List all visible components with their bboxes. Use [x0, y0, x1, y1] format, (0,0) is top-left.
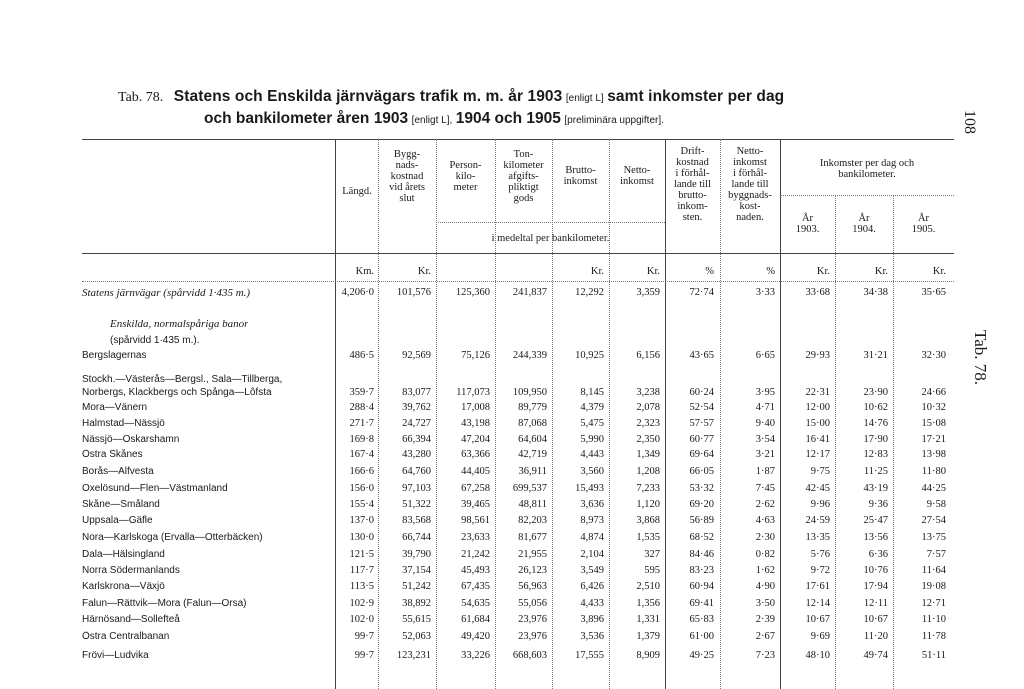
table-cell: 83·23 [689, 565, 714, 576]
title-text-1: Statens och Enskilda järnvägars trafik m. m. år 1903 [173, 88, 563, 105]
table-cell: 7·23 [755, 650, 775, 661]
unit-label: Kr. [417, 266, 431, 277]
table-cell: 1,331 [636, 614, 660, 625]
table-cell: 11·64 [921, 565, 946, 576]
table-cell: 1,349 [636, 449, 660, 460]
table-cell: 49·25 [689, 650, 714, 661]
title-note-1: [enligt L] [565, 93, 604, 104]
table-cell: 13·75 [921, 532, 946, 543]
unit-label: Kr. [816, 266, 830, 277]
header-subrule [436, 222, 665, 223]
table-cell: 14·76 [863, 418, 888, 429]
table-cell: 48·10 [805, 650, 830, 661]
table-cell: 3,549 [580, 565, 604, 576]
table-cell: 23,976 [518, 631, 547, 642]
row-name: Bergslagernas [82, 350, 147, 361]
table-cell: 82,203 [518, 515, 547, 526]
side-table-label: Tab. 78. [971, 330, 990, 385]
table-cell: 24,727 [402, 418, 431, 429]
header-gross-income: Brutto- inkomst [563, 165, 598, 187]
header-net-income: Netto- inkomst [620, 165, 654, 187]
unit-label: % [705, 266, 714, 277]
table-cell: 83,077 [402, 387, 431, 398]
table-cell: 12·11 [863, 598, 888, 609]
table-cell: 4·63 [755, 515, 775, 526]
table-cell: 38,892 [402, 598, 431, 609]
table-cell: 4·71 [755, 402, 775, 413]
header-average-note: i medeltal per bankilometer. [491, 233, 610, 244]
row-name: Nora—Karlskoga (Ervalla—Otterbäcken) [82, 532, 263, 543]
unit-label: Kr. [932, 266, 946, 277]
row-name: Härnösand—Sollefteå [82, 614, 180, 625]
table-cell: 1,208 [636, 466, 660, 477]
title-text-2a: och bankilometer åren 1903 [204, 110, 409, 127]
table-cell: 64,604 [518, 434, 547, 445]
table-cell: 0·82 [755, 549, 775, 560]
table-cell: 8,973 [580, 515, 604, 526]
table-cell: 10·67 [863, 614, 888, 625]
table-top-rule [82, 139, 954, 140]
row-name: Oxelösund—Flen—Västmanland [82, 483, 228, 494]
table-cell: 13·98 [921, 449, 946, 460]
table-cell: 33·68 [805, 287, 830, 298]
table-cell: 36,911 [518, 466, 547, 477]
table-cell: 2·39 [755, 614, 775, 625]
table-cell: 12·00 [805, 402, 830, 413]
row-name: Falun—Rättvik—Mora (Falun—Orsa) [82, 598, 247, 609]
table-cell: 6,426 [580, 581, 604, 592]
unit-label: % [766, 266, 775, 277]
table-cell: 2·30 [755, 532, 775, 543]
table-cell: 327 [644, 549, 660, 560]
table-cell: 3·33 [755, 287, 775, 298]
table-cell: 11·20 [863, 631, 888, 642]
table-cell: 43,280 [402, 449, 431, 460]
table-cell: 66·05 [689, 466, 714, 477]
table-cell: 5·76 [810, 549, 830, 560]
unit-label: Km. [355, 266, 374, 277]
table-cell: 17·21 [921, 434, 946, 445]
table-cell: 10,925 [575, 350, 604, 361]
row-name: Norra Södermanlands [82, 565, 180, 576]
table-cell: 63,366 [461, 449, 490, 460]
table-cell: 24·66 [921, 387, 946, 398]
table-cell: 69·41 [689, 598, 714, 609]
table-cell: 11·25 [863, 466, 888, 477]
table-cell: 23·90 [863, 387, 888, 398]
table-cell: 3·95 [755, 387, 775, 398]
header-year-1905: År 1905. [911, 213, 936, 235]
table-cell: 39,762 [402, 402, 431, 413]
table-cell: 68·52 [689, 532, 714, 543]
table-cell: 66,744 [402, 532, 431, 543]
table-cell: 9·96 [810, 499, 830, 510]
header-length: Längd. [342, 186, 372, 197]
title-text-2b: 1904 och 1905 [455, 110, 561, 127]
table-cell: 60·94 [689, 581, 714, 592]
table-cell: 65·83 [689, 614, 714, 625]
table-cell: 117,073 [456, 387, 490, 398]
table-cell: 12·71 [921, 598, 946, 609]
table-cell: 101,576 [396, 287, 431, 298]
table-cell: 109,950 [512, 387, 547, 398]
table-cell: 15·08 [921, 418, 946, 429]
table-cell: 9·40 [755, 418, 775, 429]
title-note-2: [enligt L], [411, 115, 453, 126]
units-rule [82, 281, 954, 282]
table-cell: 9·36 [868, 499, 888, 510]
header-subrule [780, 195, 954, 196]
table-cell: 3·50 [755, 598, 775, 609]
table-cell: 23,633 [461, 532, 490, 543]
table-cell: 21,242 [461, 549, 490, 560]
table-cell: 11·80 [921, 466, 946, 477]
table-cell: 23,976 [518, 614, 547, 625]
table-cell: 169·8 [349, 434, 374, 445]
table-cell: 2,104 [580, 549, 604, 560]
unit-label: Kr. [874, 266, 888, 277]
table-cell: 271·7 [349, 418, 374, 429]
table-cell: 9·72 [810, 565, 830, 576]
row-name: Norbergs, Klackbergs och Spånga—Lôfsta [82, 387, 272, 398]
table-cell: 54,635 [461, 598, 490, 609]
table-cell: 92,569 [402, 350, 431, 361]
table-cell: 3,238 [636, 387, 660, 398]
table-cell: 52,063 [402, 631, 431, 642]
table-cell: 27·54 [921, 515, 946, 526]
table-cell: 67,258 [461, 483, 490, 494]
table-cell: 39,465 [461, 499, 490, 510]
table-cell: 4·90 [755, 581, 775, 592]
table-cell: 35·65 [921, 287, 946, 298]
table-cell: 12·14 [805, 598, 830, 609]
table-cell: 4,874 [580, 532, 604, 543]
header-person-km: Person- kilo- meter [449, 160, 482, 193]
header-year-1903: År 1903. [795, 213, 820, 235]
table-cell: 97,103 [402, 483, 431, 494]
title-note-3: [preliminära uppgifter]. [564, 115, 664, 126]
table-cell: 57·57 [689, 418, 714, 429]
table-cell: 4,206·0 [341, 287, 374, 298]
table-cell: 668,603 [512, 650, 547, 661]
table-cell: 121·5 [349, 549, 374, 560]
header-net-income-ratio: Netto- inkomst i förhål- lande till byggnads- kost- naden. [728, 146, 772, 223]
table-cell: 17,555 [575, 650, 604, 661]
table-cell: 51,322 [402, 499, 431, 510]
table-cell: 81,677 [518, 532, 547, 543]
table-cell: 7·57 [926, 549, 946, 560]
table-cell: 34·38 [863, 287, 888, 298]
table-cell: 24·59 [805, 515, 830, 526]
table-cell: 33,226 [461, 650, 490, 661]
table-cell: 3,560 [580, 466, 604, 477]
table-cell: 19·08 [921, 581, 946, 592]
table-cell: 45,493 [461, 565, 490, 576]
table-cell: 99·7 [354, 650, 374, 661]
table-cell: 37,154 [402, 565, 431, 576]
table-cell: 9·75 [810, 466, 830, 477]
table-cell: 10·67 [805, 614, 830, 625]
row-name: Halmstad—Nässjö [82, 418, 165, 429]
row-name: Statens järnvägar (spårvidd 1·435 m.) [82, 287, 251, 299]
table-cell: 64,760 [402, 466, 431, 477]
table-cell: 44,405 [461, 466, 490, 477]
table-cell: 43·19 [863, 483, 888, 494]
table-cell: 56·89 [689, 515, 714, 526]
row-name: Dala—Hälsingland [82, 549, 165, 560]
table-cell: 49·74 [863, 650, 888, 661]
table-cell: 42,719 [518, 449, 547, 460]
header-build-cost: Bygg- nads- kostnad vid årets slut [389, 149, 425, 204]
table-cell: 2·62 [755, 499, 775, 510]
table-cell: 13·35 [805, 532, 830, 543]
table-cell: 117·7 [349, 565, 374, 576]
row-name: Enskilda, normalspåriga banor [110, 318, 249, 330]
table-cell: 55,615 [402, 614, 431, 625]
table-cell: 69·64 [689, 449, 714, 460]
table-cell: 32·30 [921, 350, 946, 361]
table-cell: 1·87 [755, 466, 775, 477]
table-cell: 486·5 [349, 350, 374, 361]
row-name: Nässjö—Oskarshamn [82, 434, 180, 445]
table-cell: 3,896 [580, 614, 604, 625]
table-cell: 25·47 [863, 515, 888, 526]
row-name: Uppsala—Gäfle [82, 515, 153, 526]
table-cell: 359·7 [349, 387, 374, 398]
table-cell: 83,568 [402, 515, 431, 526]
table-cell: 61·00 [689, 631, 714, 642]
table-cell: 66,394 [402, 434, 431, 445]
table-cell: 5,475 [580, 418, 604, 429]
table-cell: 67,435 [461, 581, 490, 592]
table-cell: 2,323 [636, 418, 660, 429]
table-cell: 22·31 [805, 387, 830, 398]
table-cell: 137·0 [349, 515, 374, 526]
table-cell: 6·36 [868, 549, 888, 560]
table-cell: 244,339 [512, 350, 547, 361]
table-cell: 166·6 [349, 466, 374, 477]
table-cell: 3,359 [636, 287, 660, 298]
table-cell: 15·00 [805, 418, 830, 429]
table-cell: 15,493 [575, 483, 604, 494]
table-cell: 29·93 [805, 350, 830, 361]
table-cell: 43·65 [689, 350, 714, 361]
table-cell: 53·32 [689, 483, 714, 494]
table-cell: 55,056 [518, 598, 547, 609]
table-cell: 288·4 [349, 402, 374, 413]
header-year-1904: År 1904. [852, 213, 876, 235]
table-cell: 9·69 [810, 631, 830, 642]
table-cell: 130·0 [349, 532, 374, 543]
table-cell: 2·67 [755, 631, 775, 642]
header-bottom-rule [82, 253, 954, 254]
table-cell: 16·41 [805, 434, 830, 445]
table-cell: 84·46 [689, 549, 714, 560]
table-cell: 241,837 [512, 287, 547, 298]
table-cell: 6·65 [755, 350, 775, 361]
table-cell: 47,204 [461, 434, 490, 445]
table-cell: 61,684 [461, 614, 490, 625]
table-cell: 156·0 [349, 483, 374, 494]
table-cell: 31·21 [863, 350, 888, 361]
table-cell: 1,379 [636, 631, 660, 642]
table-cell: 4,443 [580, 449, 604, 460]
table-cell: 3,868 [636, 515, 660, 526]
table-cell: 52·54 [689, 402, 714, 413]
table-cell: 125,360 [455, 287, 490, 298]
row-name: Karlskrona—Växjö [82, 581, 165, 592]
table-cell: 155·4 [349, 499, 374, 510]
table-cell: 89,779 [518, 402, 547, 413]
table-cell: 595 [644, 565, 660, 576]
table-cell: 75,126 [461, 350, 490, 361]
header-ton-km: Ton- kilometer afgifts- pliktigt gods [503, 149, 544, 204]
table-cell: 11·10 [921, 614, 946, 625]
table-cell: 8,909 [636, 650, 660, 661]
table-cell: 99·7 [354, 631, 374, 642]
table-cell: 48,811 [518, 499, 547, 510]
table-cell: 10·32 [921, 402, 946, 413]
table-cell: 7·45 [755, 483, 775, 494]
row-name: Borås—Alfvesta [82, 466, 154, 477]
page-number: 108 [961, 110, 978, 134]
table-cell: 69·20 [689, 499, 714, 510]
row-name: Frövi—Ludvika [82, 650, 149, 661]
table-cell: 43,198 [461, 418, 490, 429]
row-name: Skåne—Småland [82, 499, 160, 510]
table-cell: 60·24 [689, 387, 714, 398]
table-cell: 1,535 [636, 532, 660, 543]
table-cell: 42·45 [805, 483, 830, 494]
table-cell: 123,231 [396, 650, 431, 661]
table-cell: 51,242 [402, 581, 431, 592]
table-cell: 7,233 [636, 483, 660, 494]
row-name: (spårvidd 1·435 m.). [110, 335, 200, 346]
table-cell: 10·62 [863, 402, 888, 413]
table-cell: 98,561 [461, 515, 490, 526]
table-cell: 1,120 [636, 499, 660, 510]
table-cell: 12,292 [575, 287, 604, 298]
table-cell: 4,379 [580, 402, 604, 413]
table-cell: 102·0 [349, 614, 374, 625]
row-name: Mora—Vänern [82, 402, 148, 413]
table-cell: 17·94 [863, 581, 888, 592]
table-cell: 3,636 [580, 499, 604, 510]
table-cell: 699,537 [512, 483, 547, 494]
table-cell: 72·74 [689, 287, 714, 298]
table-cell: 1,356 [636, 598, 660, 609]
table-cell: 49,420 [461, 631, 490, 642]
table-cell: 51·11 [921, 650, 946, 661]
row-name: Östra Skånes [82, 449, 143, 460]
table-cell: 12·17 [805, 449, 830, 460]
table-cell: 11·78 [921, 631, 946, 642]
header-operating-cost-ratio: Drift- kostnad i förhål- lande till brutto- inkom- sten. [673, 146, 712, 223]
table-cell: 44·25 [921, 483, 946, 494]
table-cell: 56,963 [518, 581, 547, 592]
table-cell: 113·5 [349, 581, 374, 592]
table-cell: 3·54 [755, 434, 775, 445]
unit-label: Kr. [646, 266, 660, 277]
table-cell: 2,510 [636, 581, 660, 592]
table-cell: 167·4 [349, 449, 374, 460]
table-cell: 1·62 [755, 565, 775, 576]
unit-label: Kr. [590, 266, 604, 277]
table-cell: 3,536 [580, 631, 604, 642]
table-cell: 8,145 [580, 387, 604, 398]
table-cell: 2,350 [636, 434, 660, 445]
table-cell: 17·61 [805, 581, 830, 592]
table-cell: 12·83 [863, 449, 888, 460]
table-cell: 60·77 [689, 434, 714, 445]
table-cell: 2,078 [636, 402, 660, 413]
table-cell: 102·9 [349, 598, 374, 609]
table-cell: 21,955 [518, 549, 547, 560]
table-cell: 6,156 [636, 350, 660, 361]
table-cell: 5,990 [580, 434, 604, 445]
table-cell: 87,068 [518, 418, 547, 429]
header-income-group: Inkomster per dag och bankilometer. [819, 158, 915, 180]
table-cell: 9·58 [926, 499, 946, 510]
table-cell: 3·21 [755, 449, 775, 460]
title-text-1-end: samt inkomster per dag [607, 88, 785, 105]
table-cell: 13·56 [863, 532, 888, 543]
table-cell: 39,790 [402, 549, 431, 560]
row-name: Östra Centralbanan [82, 631, 170, 642]
table-number: Tab. 78. [118, 90, 164, 105]
row-name: Stockh.—Västerås—Bergsl., Sala—Tillberga, [82, 374, 283, 385]
table-cell: 4,433 [580, 598, 604, 609]
table-cell: 17·90 [863, 434, 888, 445]
table-cell: 26,123 [518, 565, 547, 576]
table-cell: 10·76 [863, 565, 888, 576]
table-cell: 17,008 [461, 402, 490, 413]
